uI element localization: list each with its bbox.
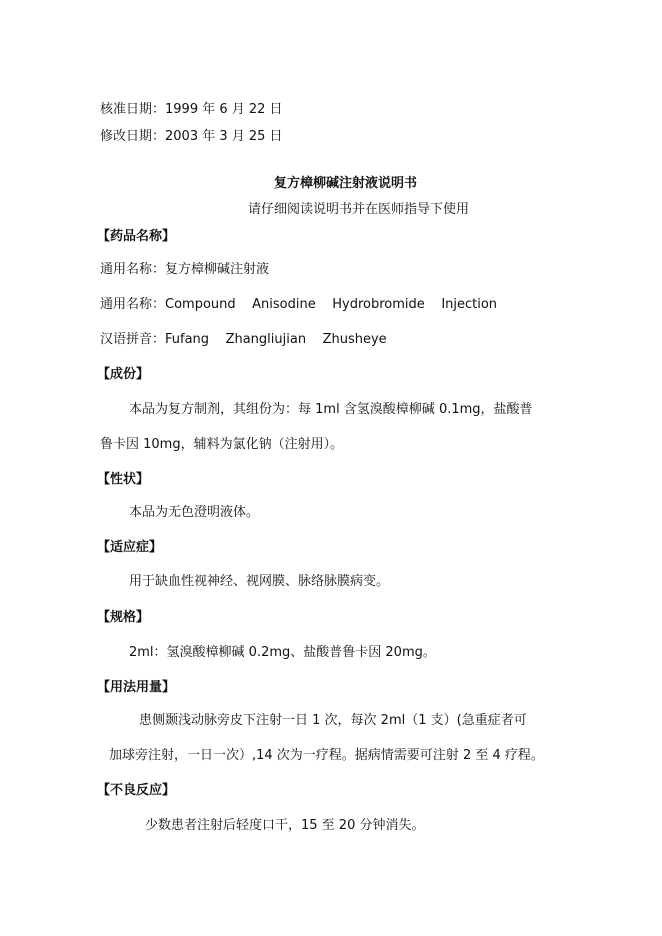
section-heading-composition: 【成份】 — [97, 367, 150, 382]
section-heading-properties: 【性状】 — [97, 472, 150, 487]
section-heading-indications: 【适应症】 — [97, 540, 163, 555]
properties-text: 本品为无色澄明液体。 — [129, 505, 260, 520]
section-heading-specification: 【规格】 — [97, 610, 150, 625]
pinyin-name: 汉语拼音：Fufang Zhangliujian Zhusheye — [100, 332, 387, 347]
section-heading-name: 【药品名称】 — [97, 229, 176, 244]
generic-name-en: 通用名称：Compound Anisodine Hydrobromide Injection — [100, 297, 498, 312]
dosage-line-1: 患侧颞浅动脉旁皮下注射一日 1 次，每次 2ml（1 支）(急重症者可 — [139, 713, 527, 728]
section-heading-adverse-reactions: 【不良反应】 — [97, 783, 176, 798]
adverse-reactions-text: 少数患者注射后轻度口干，15 至 20 分钟消失。 — [145, 818, 425, 833]
revision-date: 修改日期：2003 年 3 月 25 日 — [100, 129, 283, 144]
generic-name-cn: 通用名称：复方樟柳碱注射液 — [100, 262, 270, 277]
composition-line-2: 鲁卡因 10mg，辅料为氯化钠（注射用）。 — [100, 437, 344, 452]
section-heading-dosage: 【用法用量】 — [97, 680, 176, 695]
document-title: 复方樟柳碱注射液说明书 — [274, 176, 418, 191]
composition-line-1: 本品为复方制剂，其组份为：每 1ml 含氢溴酸樟柳碱 0.1mg，盐酸普 — [129, 402, 533, 417]
dosage-line-2: 加球旁注射，一日一次）,14 次为一疗程。据病情需要可注射 2 至 4 疗程。 — [109, 748, 544, 763]
approval-date: 核准日期：1999 年 6 月 22 日 — [100, 102, 283, 117]
specification-text: 2ml：氢溴酸樟柳碱 0.2mg、盐酸普鲁卡因 20mg。 — [129, 645, 436, 660]
document-subtitle: 请仔细阅读说明书并在医师指导下使用 — [248, 202, 470, 217]
indications-text: 用于缺血性视神经、视网膜、脉络脉膜病变。 — [129, 574, 390, 589]
